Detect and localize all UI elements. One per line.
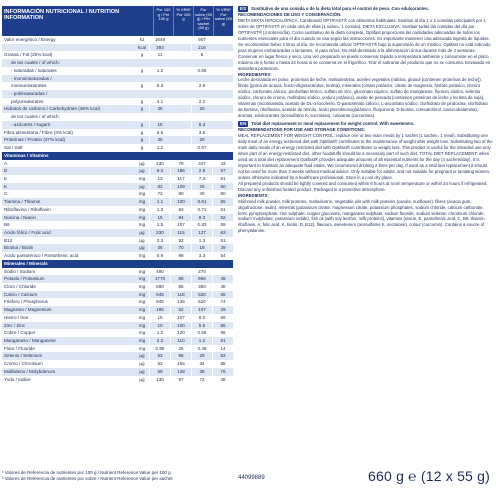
row-unit: mg [138,276,146,282]
row-label: Fibra alimentaria / Fibre (3% kcal) [4,129,73,135]
row-value: 55 [212,198,233,206]
row-value: 76 [212,368,233,376]
row-unit: g [140,106,144,112]
table-row [2,345,233,353]
row-label: Cobre / Copper [4,330,36,336]
table-row [2,98,233,106]
row-value: 1649 [149,36,170,44]
row-label: Sal / Salt [4,145,23,151]
row-label: Cloro / Chloride [4,284,36,289]
row-unit: g [140,52,144,58]
row-value: 118 [170,291,191,299]
row-label: Molibdeno / Molybdenum [4,368,56,374]
row-unit: g [140,83,144,89]
row-unit: mg [138,214,146,220]
row-value: 39 [212,244,233,252]
row-label: Cromo / Chromium [4,361,43,367]
row-label: - monoinsaturadas / [11,75,52,81]
row-unit: µg [139,183,145,189]
row-unit: g [140,137,144,143]
row-label: Vitaminas / Vitamins [4,152,49,158]
row-unit: g [140,67,144,73]
row-value: 54 [212,252,233,260]
row-value: 63 [212,229,233,237]
row-label: Ácido fólico / Folic acid [4,229,51,235]
row-value: 155 [170,360,191,368]
row-label: Potasio / Potassium [4,276,45,282]
row-value: 1770 [149,275,170,283]
row-unit: µg [139,229,145,235]
col-header-per-sachet: Por sobre (55 g) / Per sachet (55 g) [193,6,213,36]
row-unit: kcal [137,44,147,50]
row-value: 347 [191,160,212,168]
row-value: 120 [170,329,191,337]
table-row [2,113,233,121]
row-value: 2.3 [149,237,170,245]
row-unit: µg [139,376,145,382]
col-header-vrn100: % VRN¹ Por 100 g [173,6,193,36]
es-title: Sustitutivo de una comida o de la dieta total para el control de peso. Con edulcorantes. [251,6,430,11]
row-value: 430 [149,160,170,168]
row-value: 520 [191,298,212,306]
table-row [2,244,233,252]
table-row [2,298,233,306]
row-value: 6 [191,51,212,59]
es-storage: Conservar en lugar fresco y seco. Una vez preparado se puede conservar tapado a temperatura ambiente y consumirse en el plazo máximo de 6 horas o hasta 24 horas si se conserva en el frigorífico. Tirar el sobrante del producto que no se consuma. Envasado en atmósfera protectora. [238,53,491,71]
table-row [2,206,233,214]
row-unit: µg [139,237,145,243]
row-value: 216 [191,44,212,52]
row-value: 130 [149,376,170,384]
row-label: - azúcares / sugars [11,121,51,127]
row-label: Hierro / Iron [4,314,29,320]
table-row [2,105,233,113]
row-value: 14 [212,345,233,353]
row-value: 1.3 [149,206,170,214]
row-value: 100 [170,322,191,330]
row-label: Yodo / Iodine [4,376,31,382]
row-value: 13 [149,175,170,183]
table-row [2,160,233,168]
row-value: 90 [170,190,191,198]
table-row [2,59,233,67]
row-value: 61 [212,175,233,183]
row-label: E [4,175,8,181]
es-usage: DIETA MIXTA HIPOCALÓRICA: Cambiando OPTIFAST® con alimentos habituales. Sustituir al día 1 o 2 comidas principales por 1 sobre de OPTIFAST® en cada una de ellas (1 sobre= 1 comida). DIETA EXCLUSIVA: Sustituir todas las comidas del día por OPTIFAST® (4 sobres/día). Como sustitutivo de la dieta completa, Optifast proporciona las cantidades adecuadas de todos los nutrientes esenciales para el día cuando se usa según las instrucciones. Es importante mantener una adecuada ingesta de líquidos. Se recomiendan beber 2 litros al día. Se recomienda utilizar OPTIFAST® bajo la supervisión de un médico. Optifast no está indicado para mujeres embarazadas o lactantes, ni para niños. No está destinado a la alimentación única durante más de 3 semanas. [238,17,491,53]
row-value: 107 [170,314,191,322]
row-value: 2.9 [191,167,212,175]
row-value: 117 [170,175,191,183]
row-value: 6.5 [149,129,170,137]
table-row [2,67,233,75]
table-row [2,136,233,144]
table-row [2,376,233,384]
table-row [2,82,233,90]
row-value: 36 [149,136,170,144]
row-value: 88 [170,275,191,283]
row-unit: mg [138,206,146,212]
row-label: Magnesio / Magnesium [4,307,52,313]
row-label: Manganeso / Manganese [4,338,56,344]
row-value: 195 [149,306,170,314]
row-value: 1.2 [191,337,212,345]
row-value: 48 [212,275,233,283]
row-value: 1.3 [191,237,212,245]
table-section-header [2,260,233,268]
row-unit: mg [138,291,146,297]
row-value: 34 [191,360,212,368]
table-row [2,90,233,98]
row-value: 5.5 [191,322,212,330]
row-value: 40 [191,190,212,198]
row-value: 0.61 [191,198,212,206]
en-badge: EN [240,121,247,127]
row-value: 1.2 [149,67,170,75]
table-header [2,6,233,36]
table-row [2,314,233,322]
row-value: 61 [212,337,233,345]
row-value: 5.3 [149,82,170,90]
nutrition-table [2,6,233,383]
row-unit: mg [138,307,146,313]
row-value: 79 [170,160,191,168]
row-value: 38 [191,368,212,376]
row-value: 53 [212,352,233,360]
row-value: 10 [149,322,170,330]
table-row [2,75,233,83]
row-label: Tiamina / Thiamin [4,199,41,205]
row-value: 127 [191,229,212,237]
row-value: 48 [212,376,233,384]
row-unit: mg [138,253,146,259]
row-value: 11 [149,51,170,59]
row-label: Biotina / Biotin [4,245,34,251]
row-value: 1.5 [149,221,170,229]
row-unit: mg [138,268,146,274]
row-value: 8.3 [191,121,212,129]
row-label: polyunsaturates [11,98,44,104]
table-row [2,322,233,330]
row-label: Valor energético / Energy [4,37,56,42]
row-value: 1.2 [149,144,170,152]
product-code: 44099889 [238,475,265,481]
row-label: Grasas / Fat (25% kcal) [4,52,53,58]
row-unit: mg [138,175,146,181]
row-value: 8.2 [191,314,212,322]
table-row [2,368,233,376]
row-label: Calcio / Calcium [4,291,38,297]
row-unit: µg [139,168,145,174]
row-value: 135 [170,298,191,306]
row-value: 110 [170,337,191,345]
row-value: 8.3 [191,214,212,222]
row-value: 0.49 [191,345,212,353]
row-unit: µg [139,245,145,251]
row-value: 4.1 [149,98,170,106]
es-badge: ES [240,6,247,11]
row-label: Proteínas / Protein (37% kcal) [4,137,66,143]
es-ingredients-title: INGREDIENTES: [238,71,272,77]
row-value: 690 [149,283,170,291]
row-value: 0.71 [191,206,212,214]
table-row [2,237,233,245]
row-value: 107 [170,221,191,229]
row-value: 94 [170,214,191,222]
row-unit: g [140,121,144,127]
row-value: 70 [170,244,191,252]
row-value: 107 [191,306,212,314]
table-row [2,329,233,337]
row-label: D [4,168,8,174]
row-value: 55 [212,322,233,330]
row-value: 59 [212,314,233,322]
row-label: Selenio / Selenium [4,353,43,359]
table-row [2,44,233,52]
row-unit: mg [138,299,146,305]
es-subtitle: RECOMENDACIONES DE USO Y CONSERVACIÓN: [238,12,342,17]
table-body [2,36,233,383]
row-value: 3.3 [191,252,212,260]
row-unit: mg [138,191,146,197]
row-value: 3.6 [191,129,212,137]
row-label: A [4,160,8,166]
row-value: 85 [212,360,233,368]
col-header-per100g: Por 100 g / Per 100 g [153,6,173,36]
row-label: K [4,183,8,189]
row-unit: mg [138,222,146,228]
row-value: 1.1 [149,198,170,206]
row-label: Ácido pantoténico / Pantothenic acid [4,253,79,259]
row-unit: µg [139,160,145,166]
row-value: 100 [170,198,191,206]
row-unit: kJ [139,37,145,42]
row-unit: g [140,98,144,104]
table-row [2,214,233,222]
table-row [2,275,233,283]
row-value: 0.66 [191,67,212,75]
row-value: 66 [212,329,233,337]
table-row [2,183,233,191]
row-value: 490 [149,268,170,276]
row-value: 20 [191,136,212,144]
row-value: 15 [149,214,170,222]
row-value: 270 [191,268,212,276]
table-row [2,144,233,152]
row-unit: mg [138,322,146,328]
row-label: Niacina / Niacin [4,214,36,220]
row-label: C [4,191,8,197]
row-value: 92 [170,237,191,245]
en-subtitle: RECOMMENDATIONS FOR USE AND STORAGE CONDITIONS: [238,127,366,133]
row-value: 72 [191,376,212,384]
table-footnote: ¹ Valores de Referencia de nutrientes por 100 g / Nutrient Reference Value per 100 g ² Valores de Referencia de nutrientes por sobre / Nutrient Reference Value per sachet [2,470,173,481]
table-title: INFORMACIÓN NUTRICIONAL / NUTRITION INFORMATION [4,9,120,21]
row-value: 380 [191,283,212,291]
table-row [2,268,233,276]
row-value: 2.2 [191,98,212,106]
table-row [2,337,233,345]
row-label: Sodio / Sodium [4,268,36,274]
row-value: 51 [212,237,233,245]
row-value: 15 [149,121,170,129]
table-row [2,306,233,314]
table-section-header [2,152,233,160]
row-value: 82 [149,183,170,191]
row-value: 0.89 [149,345,170,353]
table-row [2,190,233,198]
en-title: Total diet replacement or meal replacement for weight control. With sweeteners. [251,121,415,127]
en-usage: MEAL REPLACEMENT FOR WEIGHT CONTROL: replace one or two main meals by 1 sachet (1 sachet= 1 meal). Substituting one daily meal of an energy restricted diet with Optifast® contributes to the maintenance of weight after weight loss. Substituting two of the main daily meals of an energy restricted diet with Optifast® contributes to weight loss. This product is useful for the intended use only when part of an energy-restricted diet, other foodstuffs should be a necessary part of such diet. TOTAL DIET REPLACEMENT: when used as a total diet replacement Optifast® provides adequate amounts of all essential nutrients for the day (4 sachets/day). It is important to maintain an adequate fluid intake. We recommend drinking 2 litres per day. If used as a total diet replacement it should not be used for more than 3 weeks without medical advice. Only suitable for adults, and not suitable for pregnant or lactating women, unless otherwise indicated by a healthcare professional. Store in a cool dry place. [238,133,493,180]
row-value: 29 [212,306,233,314]
row-value: 72 [149,190,170,198]
table-row [2,167,233,175]
row-unit: mg [138,199,146,205]
right-text-column [238,6,493,234]
row-value: 0.67 [191,144,212,152]
table-row [2,175,233,183]
table-row [2,252,233,260]
row-value: 53 [149,352,170,360]
row-value: 86 [170,283,191,291]
row-value: 9.3 [149,167,170,175]
row-value: 1.2 [149,329,170,337]
table-row [2,291,233,299]
table-row [2,51,233,59]
row-unit: µg [139,353,145,359]
row-value: 966 [191,275,212,283]
row-value: 2.2 [149,337,170,345]
row-label: de las cuales / of which: [11,60,60,66]
row-label: Hidratos de carbono / Carbohydrate (36% kcal) [4,106,101,112]
row-value: 74 [212,298,233,306]
col-header-vrn-sachet: % VRN¹ Por sobre (55 g) [213,6,233,36]
row-value: 35 [149,244,170,252]
row-value: 29 [191,352,212,360]
row-value: 186 [170,167,191,175]
table-row [2,352,233,360]
row-value: 20 [191,105,212,113]
row-value: 69 [149,368,170,376]
row-value: 19 [191,244,212,252]
row-unit: mg [138,338,146,344]
row-value: 26 [191,183,212,191]
row-value: 25 [170,345,191,353]
row-value: 138 [170,368,191,376]
table-row [2,36,233,44]
row-label: Flúor / Fluoride [4,345,35,351]
row-value: 93 [170,206,191,214]
row-label: Fósforo / Phosphorus [4,299,48,305]
es-ingredients: Leche desnatada en polvo, proteínas de leche, maltodextrina, aceites vegetales (nabina, girasol [contienen proteínas de leche]), fibras (goma de acacia, fructo-oligosacáridos, inulina), minerales (citrato potásico, citrato de magnesio, fosfato potásico, cloruro sódico, carbonato cálcico, pirofosfato férrico, sulfato de zinc, gluconato cúprico, sulfato de manganeso, fluoruro sódico, selenito sódico, cloruro de cromo, molibdato sódico, yoduro potásico), aceite de pescado [contienen proteínas de leche y lecitina de soja], vitaminas (nicotinamida, acetato de DL-α-tocoferilo, D-pantotenato cálcico, L-ascorbato sódico, clorhidrato de piridoxina, clorhidrato de tiamina, riboflavina, acetato de retinilo, ácido pteroilmonoglutámico, filoquinona, D-biotina, colecalciferol, cianocobalamina), aromas, edulcorantes (acesulfamo K, sucralosa), colorante (curcumina). [238,77,488,119]
row-value: 109 [170,183,191,191]
row-value: 15 [149,314,170,322]
en-ingredients-title: INGREDIENTS: [238,192,269,198]
row-value: 98 [170,252,191,260]
row-value: 50 [212,190,233,198]
row-label: monounsaturates [11,83,47,89]
table-row [2,229,233,237]
en-storage: All prepared products should be tightly covered and consumed within 6 hours at room temperature or within 24 hours if refrigerated. Discard any unfinished heated product. Packaged in a protective atmosphere. [238,180,488,192]
row-value: 87 [170,376,191,384]
row-value: 230 [149,229,170,237]
row-value: 0.66 [191,329,212,337]
row-unit: mg [138,284,146,289]
table-row [2,129,233,137]
row-value: 393 [149,44,170,52]
net-weight: 660 g ℮ (12 x 55 g) [368,468,490,484]
row-value: 59 [212,221,233,229]
row-unit: µg [139,361,145,367]
row-label: - saturadas / saturates [11,67,57,73]
row-value: 43 [212,160,233,168]
row-value: 115 [170,229,191,237]
row-value: 57 [212,167,233,175]
row-unit: mg [138,314,146,320]
row-label: Zinc / Zinc [4,322,26,328]
row-value: 62 [149,360,170,368]
row-unit: mg [138,330,146,336]
row-label: Riboflavina / Riboflavin [4,206,51,212]
row-value: 51 [212,206,233,214]
row-value: 5.9 [149,252,170,260]
row-value: 945 [149,291,170,299]
row-value: 907 [191,36,212,44]
row-unit: g [140,145,144,151]
row-label: Minerales / Minerals [4,260,48,266]
row-value: 36 [149,105,170,113]
row-label: B6 [4,222,10,228]
table-row [2,221,233,229]
row-value: 60 [212,183,233,191]
table-row [2,198,233,206]
table-row [2,283,233,291]
row-value: 52 [212,214,233,222]
row-value: 2.9 [191,82,212,90]
row-value: 48 [212,283,233,291]
row-label: de los cuales / of which: [11,114,60,120]
table-row [2,121,233,129]
row-value: 520 [191,291,212,299]
row-unit: mg [138,345,146,351]
row-value: 945 [149,298,170,306]
row-label: B12 [4,237,13,243]
row-value: 7.3 [191,175,212,183]
row-label: - poliinsaturadas / [11,91,48,97]
table-row [2,360,233,368]
row-value: 65 [212,291,233,299]
row-value: 0.83 [191,221,212,229]
row-unit: g [140,129,144,135]
row-unit: µg [139,368,145,374]
row-value: 96 [170,352,191,360]
row-value: 52 [170,306,191,314]
en-ingredients: Skimmed milk powder, milk proteins, maltodextrin, Vegetable oils with milk proteins (canola, sunflower), fibres (acacia gum, oligofructose, inulin), minerals (potassium citrate, magnesium citrate, potassium phosphates, sodium chloride, calcium carbonate, ferric pyrophosphate, zinc sulphate, copper gluconate, manganese sulphate, sodium fluoride, sodium selenite, chromium chloride, sodium molybdate, potassium iodide), fish oil (with soy lecithin, milk proteins), vitamins (niacin, E, pantothenic acid, C, B6, thiamin, riboflavin, A, folic acid, K, biotin, D, B12), flavours, sweeteners (acesulfame K, sucralose), colour (curcumin). Contains a source of phenylalanine. [238,198,486,234]
